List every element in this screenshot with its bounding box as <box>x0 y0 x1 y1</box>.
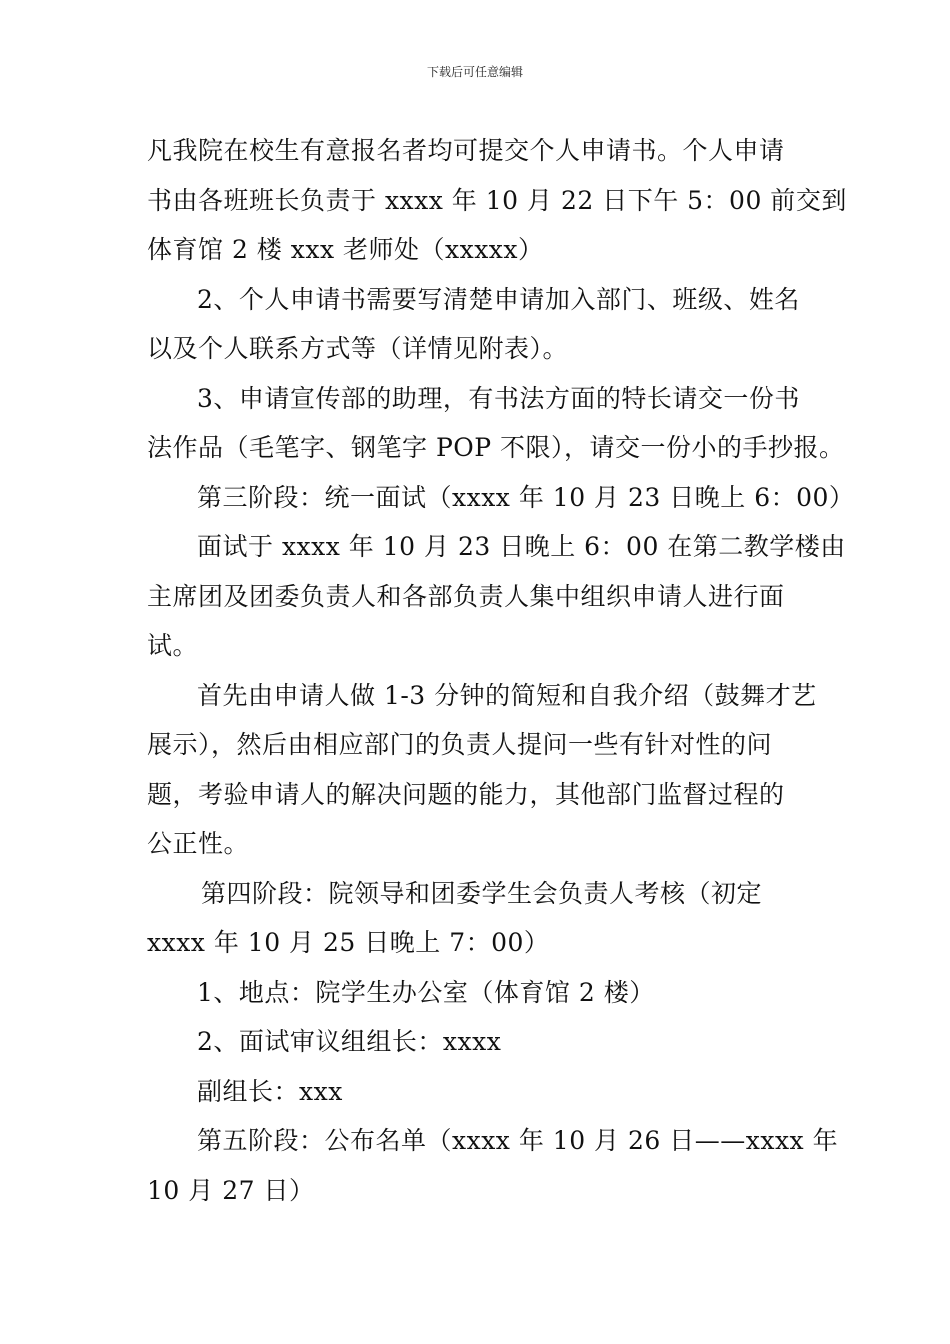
text-line-4: 2、个人申请书需要写清楚申请加入部门、班级、姓名 <box>197 284 800 314</box>
text-line-19: 2、面试审议组组长：xxxx <box>197 1027 502 1056</box>
text-line-2: 书由各班班长负责于 xxxx 年 10 月 22 日下午 5：00 前交到 <box>147 185 847 215</box>
text-line-18: 1、地点：院学生办公室（体育馆 2 楼） <box>197 977 655 1007</box>
text-line-3: 体育馆 2 楼 xxx 老师处（xxxxx） <box>147 235 544 264</box>
document-body <box>147 126 855 1215</box>
text-line-17: xxxx 年 10 月 25 日晚上 7：00） <box>147 928 550 957</box>
text-line-11: 试。 <box>147 631 199 660</box>
text-line-16: 第四阶段：院领导和团委学生会负责人考核（初定 <box>201 878 763 908</box>
text-line-1: 凡我院在校生有意报名者均可提交个人申请书。个人申请 <box>147 136 785 165</box>
text-line-14: 题，考验申请人的解决问题的能力，其他部门监督过程的 <box>147 779 785 809</box>
text-line-5: 以及个人联系方式等（详情见附表）。 <box>147 334 569 363</box>
text-line-6: 3、申请宣传部的助理，有书法方面的特长请交一份书 <box>197 383 800 413</box>
text-line-9: 面试于 xxxx 年 10 月 23 日晚上 6：00 在第二教学楼由 <box>197 532 846 561</box>
text-line-10: 主席团及团委负责人和各部负责人集中组织申请人进行面 <box>147 581 785 611</box>
text-line-13: 展示），然后由相应部门的负责人提问一些有针对性的问 <box>147 730 773 759</box>
text-line-20: 副组长：xxx <box>197 1076 343 1106</box>
text-line-22: 10 月 27 日） <box>147 1175 315 1205</box>
page-header: 下载后可任意编辑 <box>426 65 523 79</box>
text-line-12: 首先由申请人做 1-3 分钟的简短和自我介绍（鼓舞才艺 <box>197 680 817 710</box>
text-line-21: 第五阶段：公布名单（xxxx 年 10 月 26 日——xxxx 年 <box>197 1126 839 1155</box>
text-line-7: 法作品（毛笔字、钢笔字 POP 不限），请交一份小的手抄报。 <box>147 433 845 462</box>
text-line-15: 公正性。 <box>147 829 250 858</box>
text-line-8: 第三阶段：统一面试（xxxx 年 10 月 23 日晚上 6：00） <box>197 482 855 512</box>
